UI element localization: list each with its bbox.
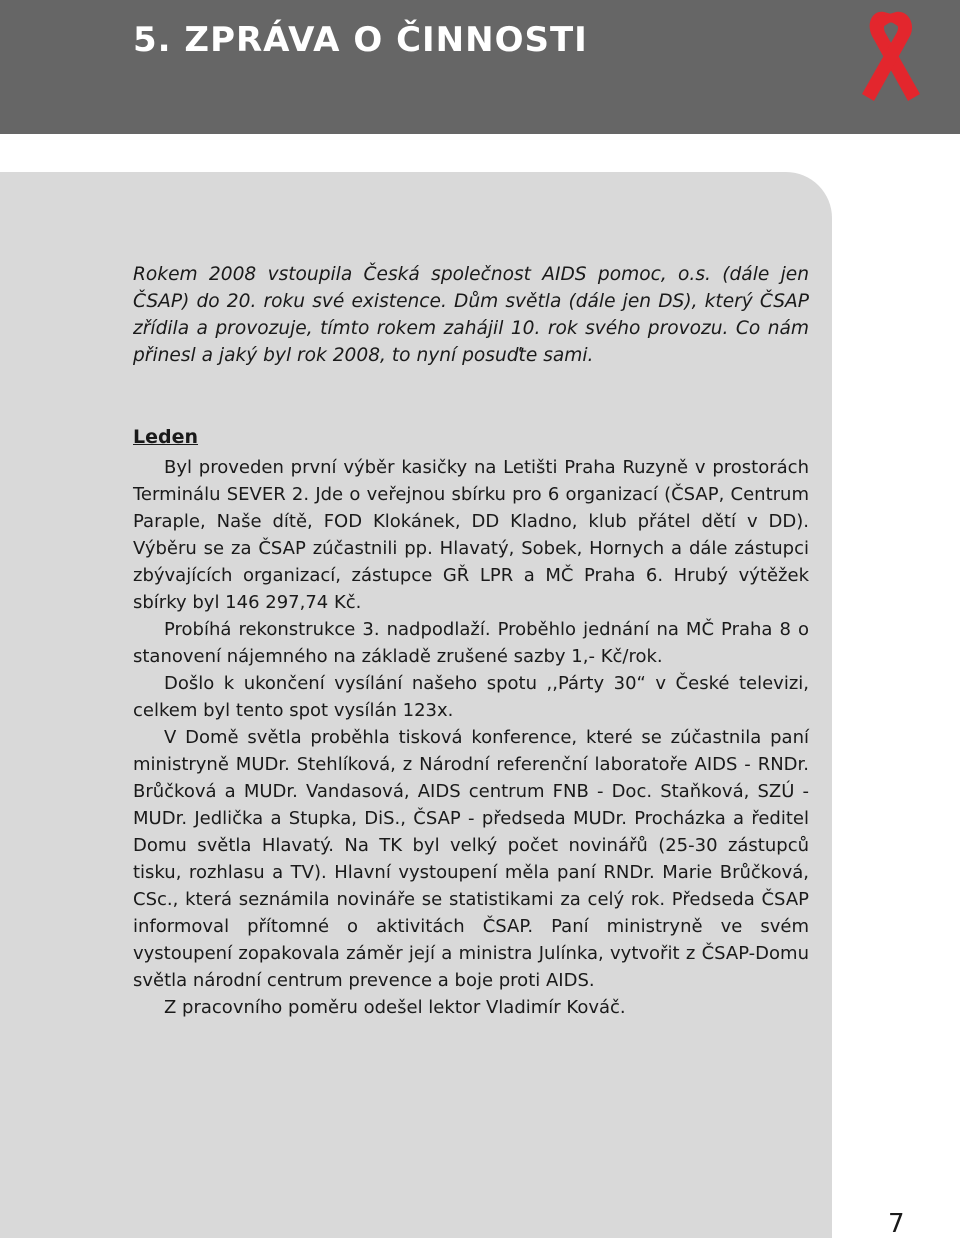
page-header [0, 0, 960, 134]
body-paragraph: Probíhá rekonstrukce 3. nadpodlaží. Proběhlo jednání na MČ Praha 8 o stanovení nájemného na základě zrušené sazby 1,- Kč/rok. [133, 619, 809, 667]
page-number: 7 [888, 1209, 905, 1239]
red-ribbon-icon [848, 6, 934, 104]
body-paragraph: V Domě světla proběhla tisková konference, které se zúčastnila paní ministryně MUDr. Stehlíková, z Národní referenční laboratoře AIDS - RNDr. Brůčková a MUDr. Vandasová, AIDS centrum FNB - Doc. Staňková, SZÚ - MUDr. Jedlička a Stupka, DiS., ČSAP - předseda MUDr. Procházka a ředitel Domu světla Hlavatý. Na TK byl velký počet novinářů (25-30 zástupců tisku, rozhlasu a TV). Hlavní vystoupení měla paní RNDr. Marie Brůčková, CSc., která seznámila novináře se statistikami za celý rok. Předseda ČSAP informoval přítomné o aktivitách ČSAP. Paní ministryně ve svém vystoupení zopakovala záměr její a ministra Julínka, vytvořit z ČSAP-Domu světla národní centrum prevence a boje proti AIDS. [133, 727, 809, 991]
body-paragraph: Z pracovního poměru odešel lektor Vladimír Kováč. [164, 997, 626, 1018]
body-paragraph: Byl proveden první výběr kasičky na Letišti Praha Ruzyně v prostorách Terminálu SEVER 2. Jde o veřejnou sbírku pro 6 organizací (ČSAP, Centrum Paraple, Naše dítě, FOD Klokánek, DD Kladno, klub přátel dětí v DD). Výběru se za ČSAP zúčastnili pp. Hlavatý, Sobek, Hornych a dále zástupci zbývajících organizací, zástupce GŘ LPR a MČ Praha 6. Hrubý výtěžek sbírky byl 146 297,74 Kč. [133, 457, 809, 613]
section-body [133, 454, 809, 1021]
body-paragraph: Došlo k ukončení vysílání našeho spotu ,,Párty 30“ v České televizi, celkem byl tento spot vysílán 123x. [133, 673, 809, 721]
intro-paragraph: Rokem 2008 vstoupila Česká společnost AIDS pomoc, o.s. (dále jen ČSAP) do 20. roku své existence. Dům světla (dále jen DS), který ČSAP zřídila a provozuje, tímto rokem zahájil 10. rok svého provozu. Co nám přinesl a jaký byl rok 2008, to nyní posuďte sami. [133, 264, 809, 366]
section-heading: Leden [133, 426, 199, 448]
page-title: 5. ZPRÁVA O ČINNOSTI [133, 20, 588, 60]
